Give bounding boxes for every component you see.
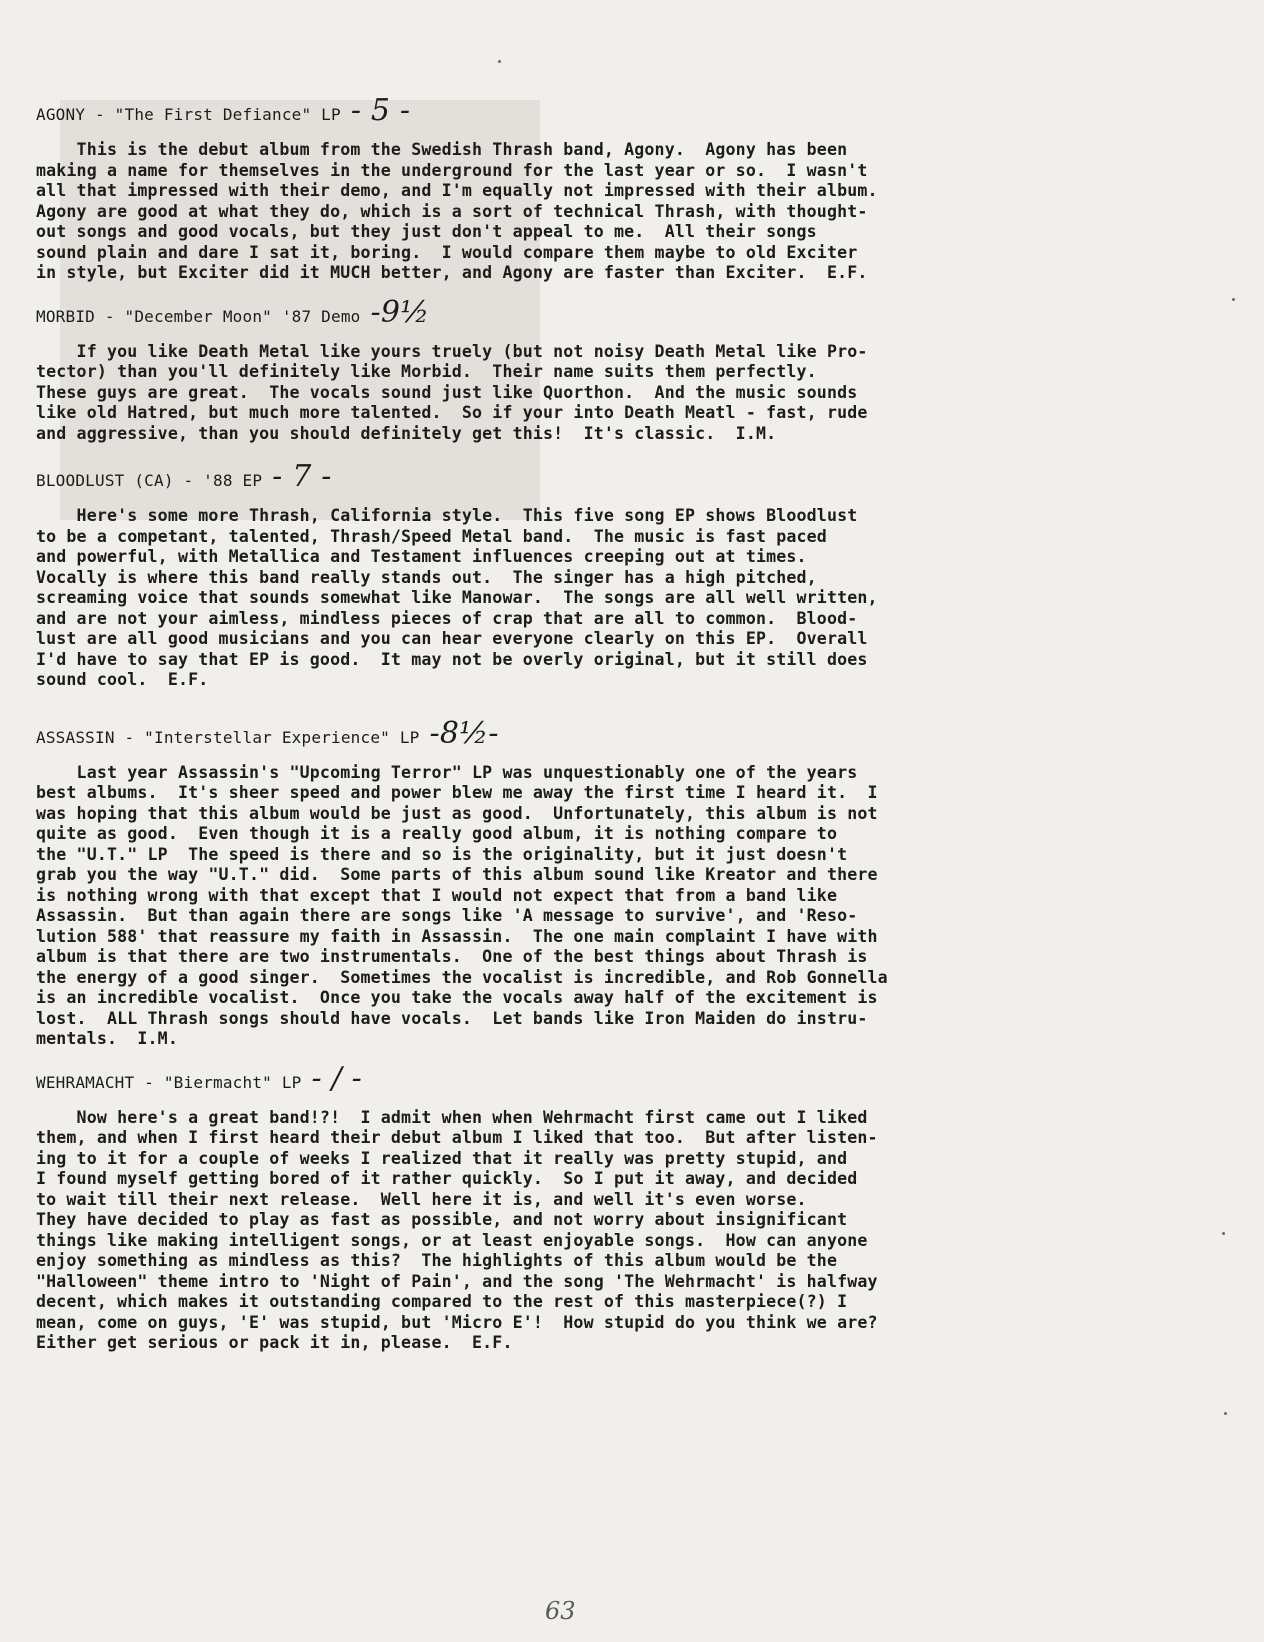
review-rating: -9½ bbox=[370, 294, 430, 330]
review-rating: - / - bbox=[311, 1060, 362, 1096]
review-title: ASSASSIN - "Interstellar Experience" LP bbox=[36, 727, 420, 747]
speck bbox=[1232, 298, 1235, 301]
review-body: Last year Assassin's "Upcoming Terror" LP was unquestionably one of the years best albums. It's sheer speed and power blew me away the first time I heard it. I was hoping that this album would be just as good. Unfortunately, this album is not quite as good. Even though it is a really good album, it is nothing compare to the "U.T." LP The speed is there and so is the originality, but it just doesn't grab you the way "U.T." did. Some parts of this album sound like Kreator and there is nothing wrong with that except that I would not expect that from a band like Assassin. But than again there are songs like 'A message to survive', and 'Reso- lution 588' that reassure my faith in Assassin. The one main complaint I have with album is that there are two instrumentals. One of the best things about Thrash is the energy of a good singer. Sometimes the vocalist is incredible, and Rob Gonnella is an incredible vocalist. Once you take the vocals away half of the excitement is lost. ALL Thrash songs should have vocals. Let bands like Iron Maiden do instru- mentals. I.M. bbox=[36, 762, 888, 1048]
review-rating: - 5 - bbox=[350, 93, 411, 128]
review-title: AGONY - "The First Defiance" LP bbox=[36, 105, 341, 124]
review-body: Here's some more Thrash, California style. This five song EP shows Bloodlust to be a competant, talented, Thrash/Speed Metal band. The music is fast paced and powerful, with Metallica and Testament influences creeping out at times. Vocally is where this band really stands out. The singer has a high pitched, screaming voice that sounds somewhat like Manowar. The songs are all well written, and are not your aimless, mindless pieces of crap that are all to common. Blood- lust are all good musicians and you can hear everyone clearly on this EP. Overall I'd have to say that EP is good. It may not be overly original, but it still does sound cool. E.F. bbox=[36, 506, 878, 689]
review-heading bbox=[36, 459, 1136, 494]
speck bbox=[1224, 1412, 1227, 1415]
review-heading bbox=[36, 93, 1136, 128]
review-heading bbox=[36, 715, 1136, 751]
review-bloodlust bbox=[36, 459, 1136, 691]
review-agony bbox=[36, 93, 1136, 284]
page-number: 63 bbox=[545, 1597, 576, 1625]
review-title: BLOODLUST (CA) - '88 EP bbox=[36, 471, 263, 490]
review-rating: -8½- bbox=[429, 715, 499, 751]
review-page bbox=[36, 93, 1136, 1354]
review-title: WEHRAMACHT - "Biermacht" LP bbox=[36, 1072, 302, 1092]
review-body: Now here's a great band!?! I admit when when Wehrmacht first came out I liked them, and when I first heard their debut album I liked that too. But after listen- ing to it for a couple of weeks I realized that it really was pretty stupid, and I found myself getting bored of it rather quickly. So I put it away, and decided to wait till their next release. Well here it is, and well it's even worse. They have decided to play as fast as possible, and not worry about insignificant things like making intelligent songs, or at least enjoyable songs. How can anyone enjoy something as mindless as this? The highlights of this album would be the "Halloween" theme intro to 'Night of Pain', and the song 'The Wehrmacht' is halfway decent, which makes it outstanding compared to the rest of this masterpiece(?) I mean, come on guys, 'E' was stupid, but 'Micro E'! How stupid do you think we are? Either get serious or pack it in, please. E.F. bbox=[36, 1107, 878, 1352]
review-title: MORBID - "December Moon" '87 Demo bbox=[36, 306, 361, 326]
review-heading bbox=[36, 294, 1136, 330]
review-wehrmacht bbox=[36, 1060, 1136, 1354]
speck bbox=[498, 60, 501, 63]
review-morbid bbox=[36, 294, 1136, 445]
review-heading bbox=[36, 1060, 1136, 1096]
review-assassin bbox=[36, 715, 1136, 1050]
review-rating: - 7 - bbox=[272, 459, 332, 494]
review-body: This is the debut album from the Swedish Thrash band, Agony. Agony has been making a name for themselves in the underground for the last year or so. I wasn't all that impressed with their demo, and I'm equally not impressed with their album. Agony are good at what they do, which is a sort of technical Thrash, with thought- out songs and good vocals, but they just don't appeal to me. All their songs sound plain and dare I sat it, boring. I would compare them maybe to old Exciter in style, but Exciter did it MUCH better, and Agony are faster than Exciter. E.F. bbox=[36, 140, 878, 282]
speck bbox=[1222, 1232, 1225, 1235]
review-body: If you like Death Metal like yours truely (but not noisy Death Metal like Pro- tector) than you'll definitely like Morbid. Their name suits them perfectly. These guys are great. The vocals sound just like Quorthon. And the music sounds like old Hatred, but much more talented. So if your into Death Meatl - fast, rude and aggressive, than you should definitely get this! It's classic. I.M. bbox=[36, 341, 868, 443]
